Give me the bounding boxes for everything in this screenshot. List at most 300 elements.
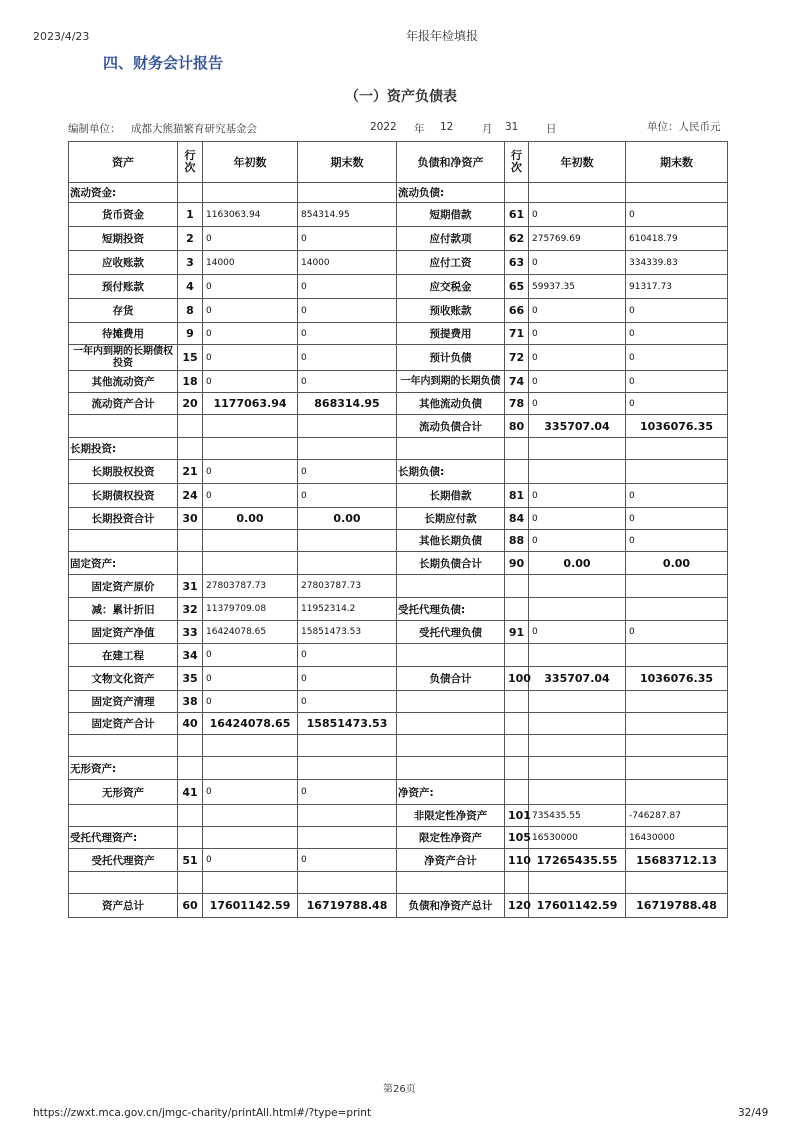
liability-closing-value	[626, 460, 728, 484]
asset-closing-value: 0	[298, 849, 397, 872]
asset-closing-value	[298, 530, 397, 552]
asset-closing-value: 0	[298, 345, 397, 371]
page-number: 第26页	[383, 1084, 416, 1095]
asset-line-no	[178, 735, 203, 757]
asset-item-name: 文物文化资产	[69, 667, 178, 691]
table-row	[69, 393, 728, 415]
asset-line-no	[178, 805, 203, 827]
liability-line-no: 66	[505, 299, 529, 323]
asset-line-no	[178, 183, 203, 203]
asset-closing-value: 15851473.53	[298, 713, 397, 735]
year-label: 年	[414, 123, 425, 135]
asset-opening-value: 1163063.94	[203, 203, 298, 227]
liability-item-name: 负债和净资产总计	[397, 894, 505, 918]
liability-opening-value: 16530000	[529, 827, 626, 849]
liability-opening-value: 0	[529, 530, 626, 552]
asset-opening-value	[203, 530, 298, 552]
liability-item-name: 预收账款	[397, 299, 505, 323]
asset-item-name	[69, 735, 178, 757]
asset-line-no	[178, 415, 203, 438]
liability-opening-value: 0	[529, 371, 626, 393]
liability-line-no: 105	[505, 827, 529, 849]
asset-closing-value: 0	[298, 227, 397, 251]
table-row	[69, 827, 728, 849]
table-row	[69, 460, 728, 484]
asset-closing-value: 0.00	[298, 508, 397, 530]
liability-opening-value	[529, 735, 626, 757]
asset-item-name	[69, 805, 178, 827]
asset-line-no: 21	[178, 460, 203, 484]
liability-closing-value: 0	[626, 345, 728, 371]
asset-item-name: 固定资产清理	[69, 691, 178, 713]
liability-line-no	[505, 183, 529, 203]
liability-line-no: 88	[505, 530, 529, 552]
asset-item-name: 长期股权投资	[69, 460, 178, 484]
liability-line-no: 84	[505, 508, 529, 530]
asset-closing-value: 0	[298, 667, 397, 691]
asset-line-no: 4	[178, 275, 203, 299]
table-row	[69, 667, 728, 691]
liability-closing-value: 1036076.35	[626, 415, 728, 438]
asset-closing-value: 11952314.2	[298, 598, 397, 621]
liability-closing-value: 334339.83	[626, 251, 728, 275]
asset-opening-value: 0	[203, 644, 298, 667]
asset-item-name: 存货	[69, 299, 178, 323]
asset-item-name: 减：累计折旧	[69, 598, 178, 621]
liability-closing-value	[626, 780, 728, 805]
liability-line-no: 90	[505, 552, 529, 575]
asset-item-name: 固定资产:	[69, 552, 178, 575]
liability-item-name: 应交税金	[397, 275, 505, 299]
liability-item-name: 长期负债合计	[397, 552, 505, 575]
asset-item-name: 资产总计	[69, 894, 178, 918]
liability-item-name: 短期借款	[397, 203, 505, 227]
liability-opening-value	[529, 460, 626, 484]
liability-opening-value	[529, 757, 626, 780]
table-row	[69, 299, 728, 323]
liability-item-name: 预计负债	[397, 345, 505, 371]
liability-closing-value: 0	[626, 393, 728, 415]
table-header-row	[69, 142, 728, 183]
liability-opening-value: 335707.04	[529, 415, 626, 438]
liability-line-no: 62	[505, 227, 529, 251]
asset-closing-value: 868314.95	[298, 393, 397, 415]
liability-opening-value: 0	[529, 393, 626, 415]
asset-opening-value	[203, 827, 298, 849]
liability-line-no: 100	[505, 667, 529, 691]
asset-item-name	[69, 530, 178, 552]
col-header-line-no-2: 行次	[505, 142, 529, 183]
liability-opening-value	[529, 438, 626, 460]
asset-opening-value	[203, 438, 298, 460]
liability-line-no: 74	[505, 371, 529, 393]
asset-opening-value: 27803787.73	[203, 575, 298, 598]
asset-line-no: 30	[178, 508, 203, 530]
asset-item-name: 其他流动资产	[69, 371, 178, 393]
asset-line-no: 1	[178, 203, 203, 227]
liability-line-no: 71	[505, 323, 529, 345]
liability-item-name: 应付款项	[397, 227, 505, 251]
asset-closing-value: 27803787.73	[298, 575, 397, 598]
asset-line-no	[178, 552, 203, 575]
asset-item-name: 流动资产合计	[69, 393, 178, 415]
asset-item-name: 在建工程	[69, 644, 178, 667]
liability-item-name	[397, 644, 505, 667]
asset-opening-value: 0.00	[203, 508, 298, 530]
asset-closing-value	[298, 735, 397, 757]
asset-opening-value: 17601142.59	[203, 894, 298, 918]
balance-sheet-table	[68, 141, 728, 918]
liability-opening-value	[529, 713, 626, 735]
asset-opening-value: 0	[203, 780, 298, 805]
asset-item-name: 一年内到期的长期债权投资	[69, 345, 178, 371]
org-name: 成都大熊猫繁育研究基金会	[131, 123, 257, 135]
table-row	[69, 894, 728, 918]
liability-item-name: 负债合计	[397, 667, 505, 691]
liability-closing-value	[626, 644, 728, 667]
liability-opening-value: 17265435.55	[529, 849, 626, 872]
col-header-closing-2: 期末数	[626, 142, 728, 183]
table-row	[69, 484, 728, 508]
day-label: 日	[546, 123, 557, 135]
asset-opening-value	[203, 757, 298, 780]
liability-closing-value	[626, 757, 728, 780]
asset-line-no: 51	[178, 849, 203, 872]
table-row	[69, 713, 728, 735]
asset-closing-value: 0	[298, 484, 397, 508]
col-header-line-no: 行次	[178, 142, 203, 183]
liability-line-no: 101	[505, 805, 529, 827]
asset-line-no: 18	[178, 371, 203, 393]
asset-closing-value: 854314.95	[298, 203, 397, 227]
liability-opening-value	[529, 691, 626, 713]
liability-opening-value: 275769.69	[529, 227, 626, 251]
asset-line-no	[178, 757, 203, 780]
liability-item-name: 净资产合计	[397, 849, 505, 872]
liability-closing-value	[626, 438, 728, 460]
asset-item-name: 流动资金:	[69, 183, 178, 203]
liability-item-name: 预提费用	[397, 323, 505, 345]
liability-closing-value: 0	[626, 530, 728, 552]
col-header-opening: 年初数	[203, 142, 298, 183]
asset-opening-value	[203, 805, 298, 827]
asset-item-name: 长期投资合计	[69, 508, 178, 530]
asset-closing-value: 0	[298, 780, 397, 805]
asset-closing-value: 0	[298, 691, 397, 713]
asset-closing-value	[298, 805, 397, 827]
asset-closing-value: 0	[298, 299, 397, 323]
liability-item-name: 其他流动负债	[397, 393, 505, 415]
liability-line-no: 61	[505, 203, 529, 227]
asset-item-name	[69, 872, 178, 894]
month-label: 月	[482, 123, 493, 135]
asset-opening-value: 0	[203, 667, 298, 691]
asset-opening-value: 0	[203, 323, 298, 345]
org-label: 编制单位：	[68, 123, 121, 135]
table-row	[69, 872, 728, 894]
liability-opening-value	[529, 598, 626, 621]
liability-item-name	[397, 438, 505, 460]
liability-line-no	[505, 438, 529, 460]
liability-line-no: 81	[505, 484, 529, 508]
liability-opening-value: 0	[529, 345, 626, 371]
liability-closing-value	[626, 735, 728, 757]
col-header-closing: 期末数	[298, 142, 397, 183]
liability-closing-value	[626, 872, 728, 894]
asset-item-name: 固定资产原价	[69, 575, 178, 598]
liability-opening-value: 0	[529, 203, 626, 227]
asset-item-name: 货币资金	[69, 203, 178, 227]
table-row	[69, 849, 728, 872]
asset-opening-value: 11379709.08	[203, 598, 298, 621]
liability-item-name: 限定性净资产	[397, 827, 505, 849]
liability-line-no	[505, 691, 529, 713]
asset-line-no: 41	[178, 780, 203, 805]
table-row	[69, 735, 728, 757]
liability-line-no: 110	[505, 849, 529, 872]
liability-opening-value: 0	[529, 621, 626, 644]
liability-opening-value: 0	[529, 508, 626, 530]
liability-item-name: 长期应付款	[397, 508, 505, 530]
liability-item-name: 受托代理负债	[397, 621, 505, 644]
liability-opening-value: 0	[529, 251, 626, 275]
liability-closing-value: 0	[626, 484, 728, 508]
asset-line-no: 31	[178, 575, 203, 598]
liability-line-no	[505, 644, 529, 667]
asset-line-no	[178, 872, 203, 894]
asset-line-no: 24	[178, 484, 203, 508]
asset-line-no	[178, 530, 203, 552]
table-row	[69, 227, 728, 251]
table-row	[69, 552, 728, 575]
liability-closing-value: 0	[626, 621, 728, 644]
liability-item-name	[397, 575, 505, 598]
table-row	[69, 415, 728, 438]
liability-item-name: 净资产:	[397, 780, 505, 805]
liability-opening-value: 0	[529, 323, 626, 345]
table-row	[69, 644, 728, 667]
asset-opening-value	[203, 552, 298, 575]
print-date: 2023/4/23	[33, 30, 90, 43]
table-row	[69, 371, 728, 393]
liability-opening-value: 735435.55	[529, 805, 626, 827]
asset-opening-value: 0	[203, 299, 298, 323]
liability-opening-value	[529, 872, 626, 894]
asset-item-name: 无形资产	[69, 780, 178, 805]
liability-item-name: 流动负债:	[397, 183, 505, 203]
asset-closing-value: 0	[298, 275, 397, 299]
liability-line-no	[505, 713, 529, 735]
liability-opening-value: 59937.35	[529, 275, 626, 299]
liability-closing-value	[626, 691, 728, 713]
asset-closing-value	[298, 438, 397, 460]
liability-closing-value	[626, 598, 728, 621]
asset-line-no: 60	[178, 894, 203, 918]
liability-line-no: 65	[505, 275, 529, 299]
asset-item-name: 长期投资:	[69, 438, 178, 460]
asset-item-name: 待摊费用	[69, 323, 178, 345]
liability-closing-value: 91317.73	[626, 275, 728, 299]
liability-item-name	[397, 757, 505, 780]
liability-opening-value: 17601142.59	[529, 894, 626, 918]
liability-item-name: 其他长期负债	[397, 530, 505, 552]
table-row	[69, 621, 728, 644]
table-row	[69, 183, 728, 203]
liability-line-no	[505, 780, 529, 805]
asset-opening-value	[203, 183, 298, 203]
table-row	[69, 345, 728, 371]
report-year: 2022	[370, 121, 397, 133]
col-header-opening-2: 年初数	[529, 142, 626, 183]
liability-item-name	[397, 691, 505, 713]
asset-line-no: 15	[178, 345, 203, 371]
balance-sheet-title: （一）资产负债表	[345, 89, 457, 105]
liability-closing-value: 0.00	[626, 552, 728, 575]
asset-item-name: 固定资产合计	[69, 713, 178, 735]
table-row	[69, 275, 728, 299]
asset-closing-value: 16719788.48	[298, 894, 397, 918]
asset-opening-value: 0	[203, 371, 298, 393]
asset-item-name: 预付账款	[69, 275, 178, 299]
liability-line-no	[505, 598, 529, 621]
liability-closing-value: 15683712.13	[626, 849, 728, 872]
liability-line-no	[505, 460, 529, 484]
liability-opening-value	[529, 780, 626, 805]
print-header-title: 年报年检填报	[406, 29, 479, 43]
asset-closing-value	[298, 415, 397, 438]
liability-item-name: 受托代理负债:	[397, 598, 505, 621]
liability-closing-value	[626, 575, 728, 598]
asset-closing-value	[298, 183, 397, 203]
liability-item-name: 应付工资	[397, 251, 505, 275]
liability-opening-value	[529, 575, 626, 598]
liability-closing-value: 1036076.35	[626, 667, 728, 691]
liability-opening-value: 335707.04	[529, 667, 626, 691]
asset-line-no: 35	[178, 667, 203, 691]
table-row	[69, 805, 728, 827]
liability-closing-value: 0	[626, 371, 728, 393]
footer-page-count: 32/49	[738, 1107, 769, 1119]
liability-closing-value: 16430000	[626, 827, 728, 849]
asset-line-no: 8	[178, 299, 203, 323]
asset-line-no: 20	[178, 393, 203, 415]
asset-item-name: 受托代理资产:	[69, 827, 178, 849]
asset-opening-value: 0	[203, 345, 298, 371]
asset-opening-value: 1177063.94	[203, 393, 298, 415]
asset-line-no: 9	[178, 323, 203, 345]
asset-line-no: 3	[178, 251, 203, 275]
asset-opening-value: 16424078.65	[203, 621, 298, 644]
asset-opening-value	[203, 415, 298, 438]
asset-closing-value: 14000	[298, 251, 397, 275]
asset-opening-value: 0	[203, 227, 298, 251]
liability-line-no	[505, 575, 529, 598]
asset-line-no: 34	[178, 644, 203, 667]
asset-closing-value	[298, 552, 397, 575]
liability-item-name: 流动负债合计	[397, 415, 505, 438]
liability-opening-value: 0	[529, 299, 626, 323]
footer-url: https://zwxt.mca.gov.cn/jmgc-charity/printAll.html#/?type=print	[33, 1107, 372, 1119]
liability-closing-value: 0	[626, 299, 728, 323]
liability-item-name: 长期负债:	[397, 460, 505, 484]
asset-line-no: 2	[178, 227, 203, 251]
liability-line-no: 120	[505, 894, 529, 918]
currency-unit: 单位：人民币元	[647, 121, 721, 133]
liability-opening-value	[529, 644, 626, 667]
table-row	[69, 575, 728, 598]
asset-item-name	[69, 415, 178, 438]
report-day: 31	[505, 121, 519, 133]
table-row	[69, 780, 728, 805]
liability-item-name	[397, 872, 505, 894]
table-row	[69, 323, 728, 345]
asset-line-no: 38	[178, 691, 203, 713]
report-month: 12	[440, 121, 454, 133]
liability-item-name	[397, 735, 505, 757]
liability-line-no: 91	[505, 621, 529, 644]
liability-closing-value: 0	[626, 323, 728, 345]
asset-item-name: 无形资产:	[69, 757, 178, 780]
liability-opening-value	[529, 183, 626, 203]
asset-opening-value: 0	[203, 275, 298, 299]
liability-line-no: 78	[505, 393, 529, 415]
asset-item-name: 固定资产净值	[69, 621, 178, 644]
asset-item-name: 长期债权投资	[69, 484, 178, 508]
asset-line-no: 32	[178, 598, 203, 621]
liability-closing-value: 16719788.48	[626, 894, 728, 918]
table-row	[69, 757, 728, 780]
asset-closing-value	[298, 872, 397, 894]
liability-closing-value: -746287.87	[626, 805, 728, 827]
asset-closing-value: 15851473.53	[298, 621, 397, 644]
liability-item-name: 长期借款	[397, 484, 505, 508]
col-header-assets: 资产	[69, 142, 178, 183]
liability-closing-value	[626, 183, 728, 203]
asset-closing-value	[298, 757, 397, 780]
asset-opening-value	[203, 735, 298, 757]
table-row	[69, 203, 728, 227]
liability-closing-value: 610418.79	[626, 227, 728, 251]
asset-opening-value: 0	[203, 849, 298, 872]
table-row	[69, 530, 728, 552]
asset-line-no: 40	[178, 713, 203, 735]
asset-opening-value	[203, 872, 298, 894]
liability-item-name: 一年内到期的长期负债	[397, 371, 505, 393]
liability-closing-value: 0	[626, 203, 728, 227]
liability-opening-value: 0.00	[529, 552, 626, 575]
liability-opening-value: 0	[529, 484, 626, 508]
liability-closing-value	[626, 713, 728, 735]
liability-line-no: 72	[505, 345, 529, 371]
asset-item-name: 受托代理资产	[69, 849, 178, 872]
asset-item-name: 应收账款	[69, 251, 178, 275]
liability-line-no	[505, 872, 529, 894]
asset-closing-value: 0	[298, 644, 397, 667]
asset-opening-value: 0	[203, 691, 298, 713]
asset-closing-value: 0	[298, 323, 397, 345]
table-row	[69, 508, 728, 530]
asset-opening-value: 0	[203, 484, 298, 508]
asset-item-name: 短期投资	[69, 227, 178, 251]
liability-line-no: 63	[505, 251, 529, 275]
asset-opening-value: 14000	[203, 251, 298, 275]
table-row	[69, 691, 728, 713]
asset-opening-value: 16424078.65	[203, 713, 298, 735]
asset-closing-value: 0	[298, 460, 397, 484]
asset-line-no	[178, 827, 203, 849]
asset-closing-value: 0	[298, 371, 397, 393]
asset-opening-value: 0	[203, 460, 298, 484]
